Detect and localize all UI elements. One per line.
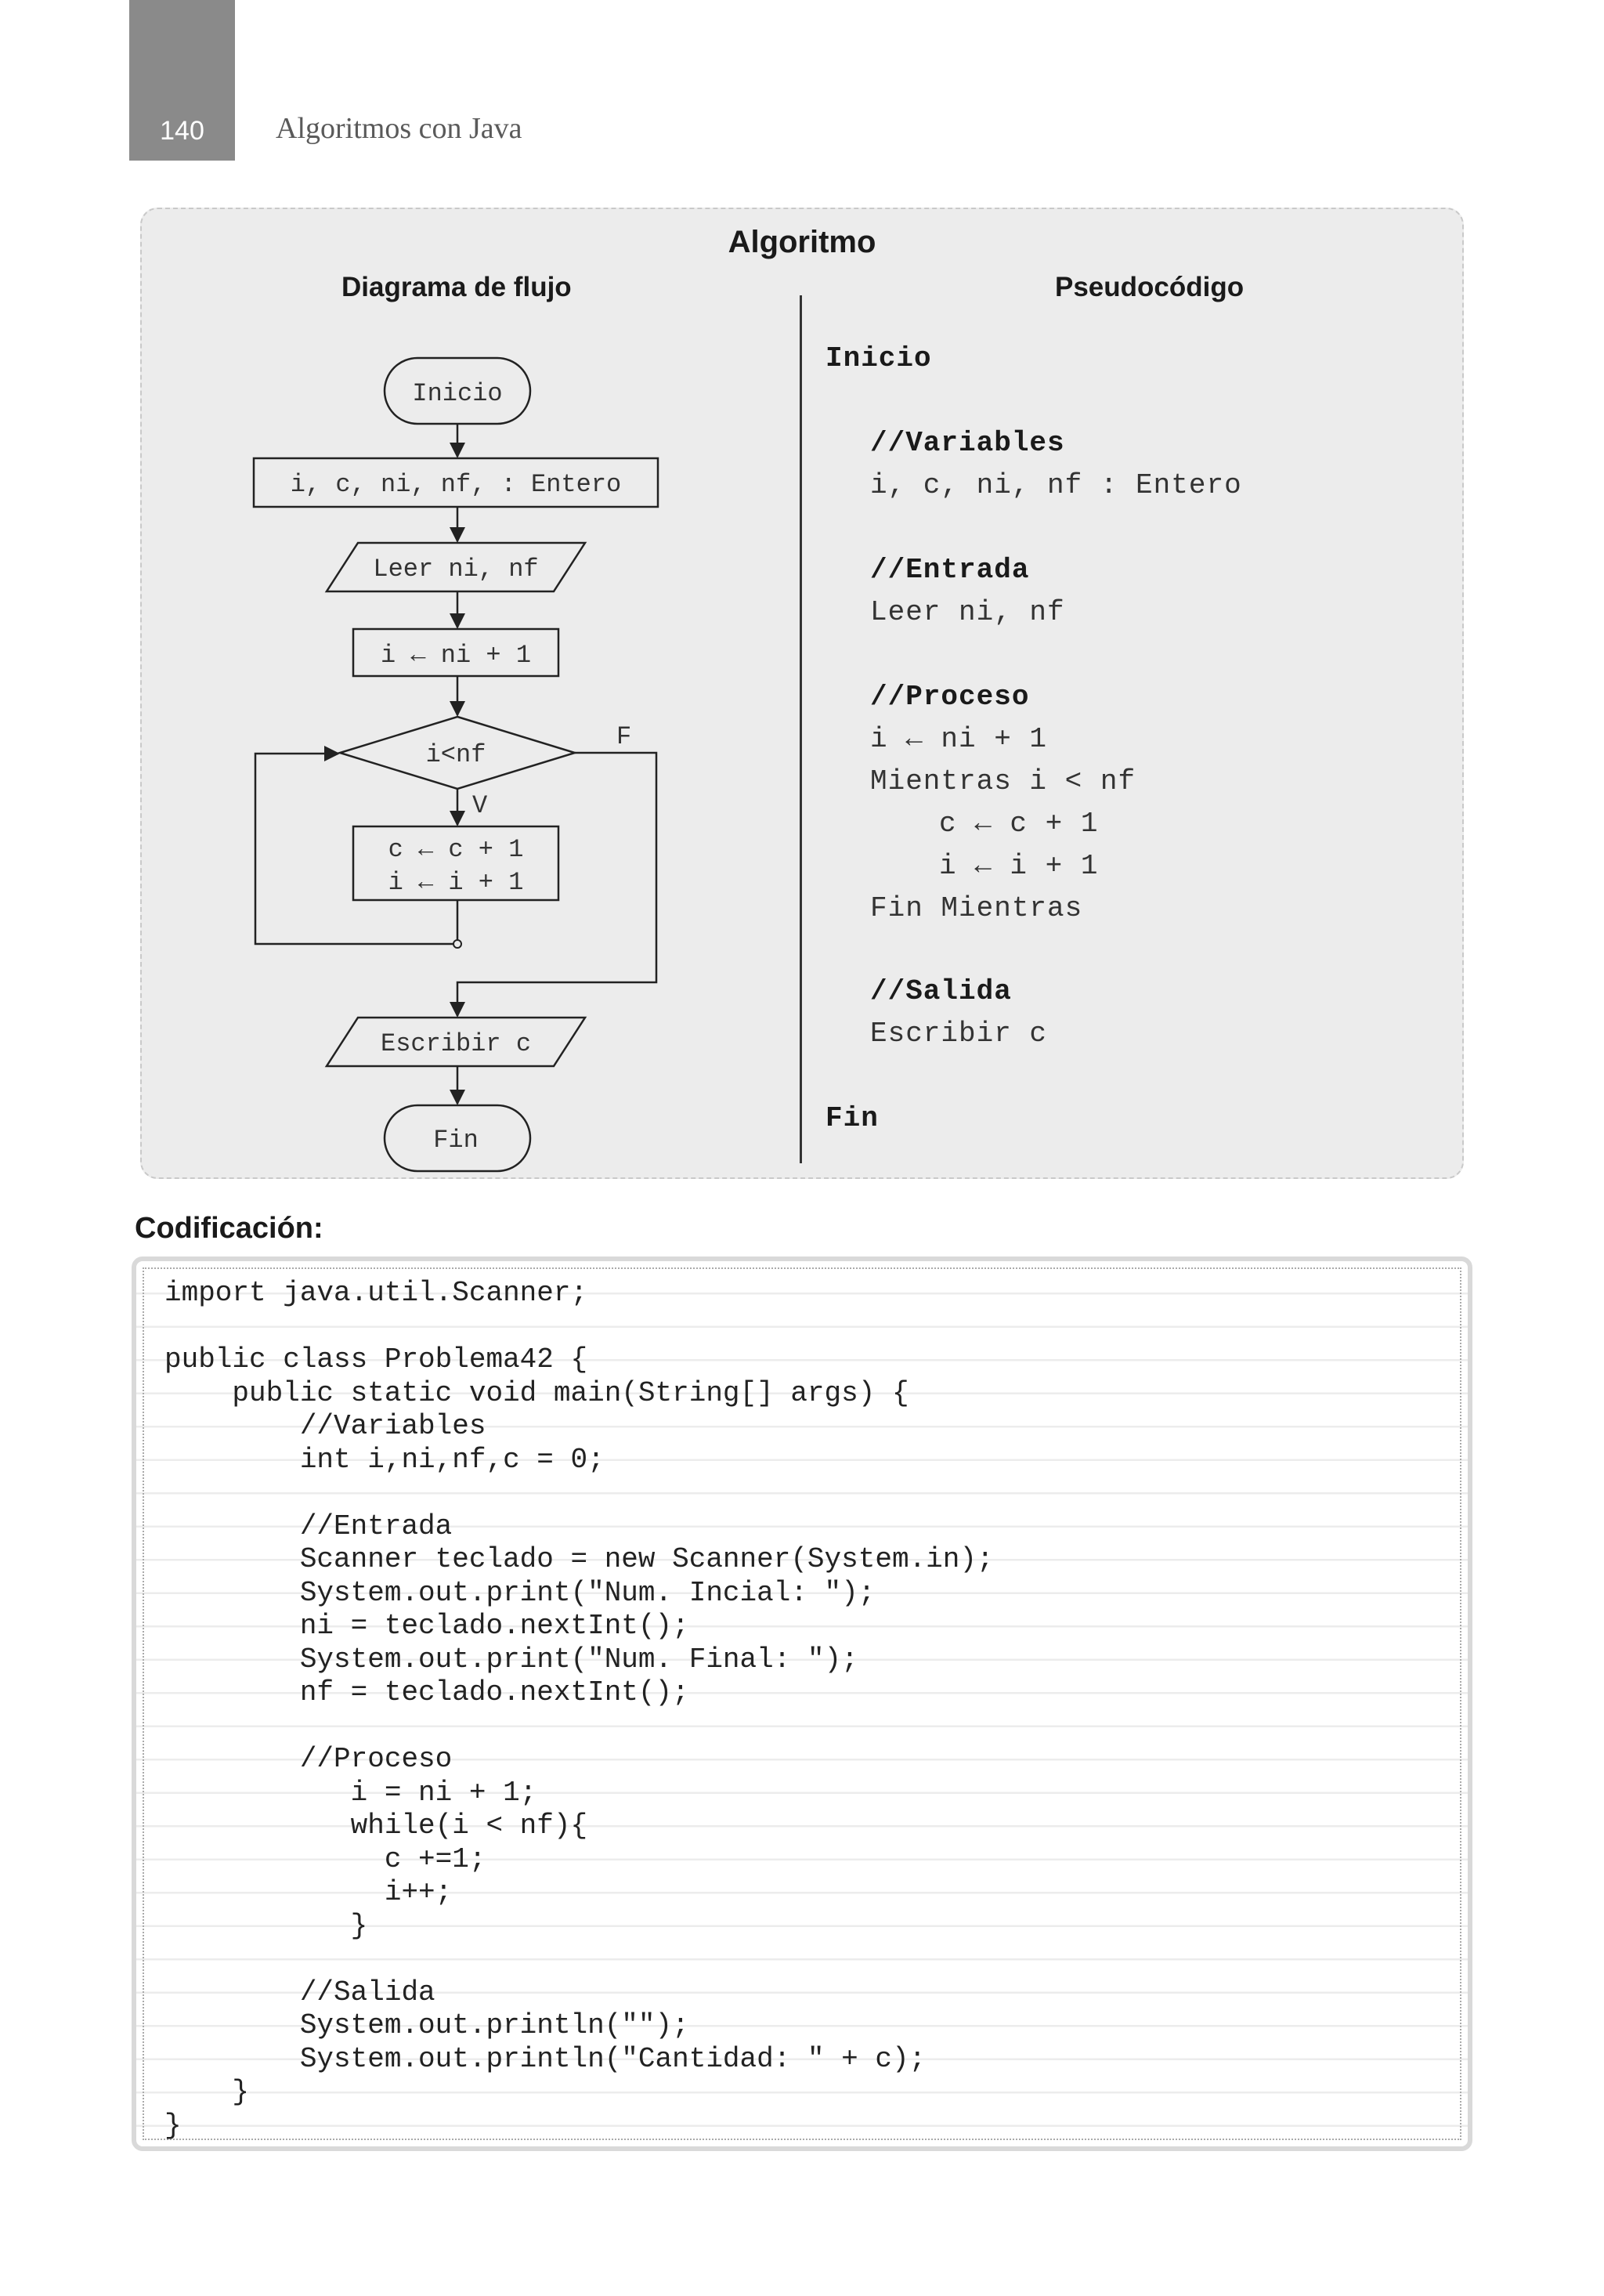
code-line: System.out.print("Num. Final: "); [164,1643,858,1676]
declaration-label: i, c, ni, nf, : Entero [290,470,622,499]
start-label: Inicio [412,379,503,408]
pseudo-read: Leer ni, nf [870,596,1065,628]
code-line: public class Problema42 { [164,1343,588,1376]
code-line: Scanner teclado = new Scanner(System.in); [164,1543,994,1575]
pseudo-end-while: Fin Mientras [870,892,1083,924]
code-listing [132,1256,1472,2151]
page-number: 140 [160,116,204,146]
code-line: nf = teclado.nextInt(); [164,1676,689,1708]
code-line: ni = teclado.nextInt(); [164,1610,689,1642]
pseudo-comment-process: //Proceso [870,681,1030,713]
decision-label: i<nf [425,740,486,769]
pseudocode-title: Pseudocódigo [1055,272,1245,302]
code-line: System.out.println(""); [164,2009,689,2041]
loop-body-line1: c ← c + 1 [388,835,524,864]
pseudo-increment-i: i ← i + 1 [939,850,1099,882]
code-line: i = ni + 1; [164,1776,537,1809]
code-line: int i,ni,nf,c = 0; [164,1443,605,1476]
pseudo-comment-output: //Salida [870,975,1012,1007]
algorithm-title: Algoritmo [728,225,876,259]
junction-point [453,940,461,948]
input-label: Leer ni, nf [373,555,539,584]
code-line: } [164,1909,368,1942]
pseudo-while: Mientras i < nf [870,765,1136,797]
code-line: //Entrada [164,1510,453,1542]
flowchart [142,209,800,1181]
output-label: Escribir c [380,1029,532,1058]
pseudo-comment-variables: //Variables [870,427,1065,459]
column-divider [800,295,802,1163]
code-line: public static void main(String[] args) { [164,1376,909,1409]
code-line: System.out.print("Num. Incial: "); [164,1576,876,1609]
pseudo-end: Fin [825,1102,879,1134]
flowchart-title: Diagrama de flujo [341,272,572,302]
true-label: V [472,791,488,820]
code-line: i++; [164,1876,453,1908]
code-line: while(i < nf){ [164,1810,588,1842]
code-line: c +=1; [164,1842,486,1875]
code-line: //Proceso [164,1743,453,1775]
pseudo-write: Escribir c [870,1018,1048,1050]
code-line: //Variables [164,1410,486,1442]
false-label: F [616,722,632,751]
loop-body-line2: i ← i + 1 [388,868,524,897]
end-label: Fin [433,1126,479,1155]
page-number-tab [129,0,235,161]
running-header: Algoritmos con Java [276,112,522,145]
codification-heading: Codificación: [135,1212,323,1245]
code-line: } [164,2076,250,2108]
pseudo-increment-c: c ← c + 1 [939,808,1099,840]
pseudo-start: Inicio [825,342,932,374]
code-line: } [164,2109,182,2142]
pseudo-variables: i, c, ni, nf : Entero [870,469,1242,501]
code-line: System.out.println("Cantidad: " + c); [164,2042,927,2075]
algorithm-box [140,208,1464,1179]
pseudo-init: i ← ni + 1 [870,723,1048,755]
pseudo-comment-input: //Entrada [870,554,1030,586]
code-line: //Salida [164,1976,435,2009]
init-label: i ← ni + 1 [380,641,532,670]
code-line: import java.util.Scanner; [164,1277,588,1309]
